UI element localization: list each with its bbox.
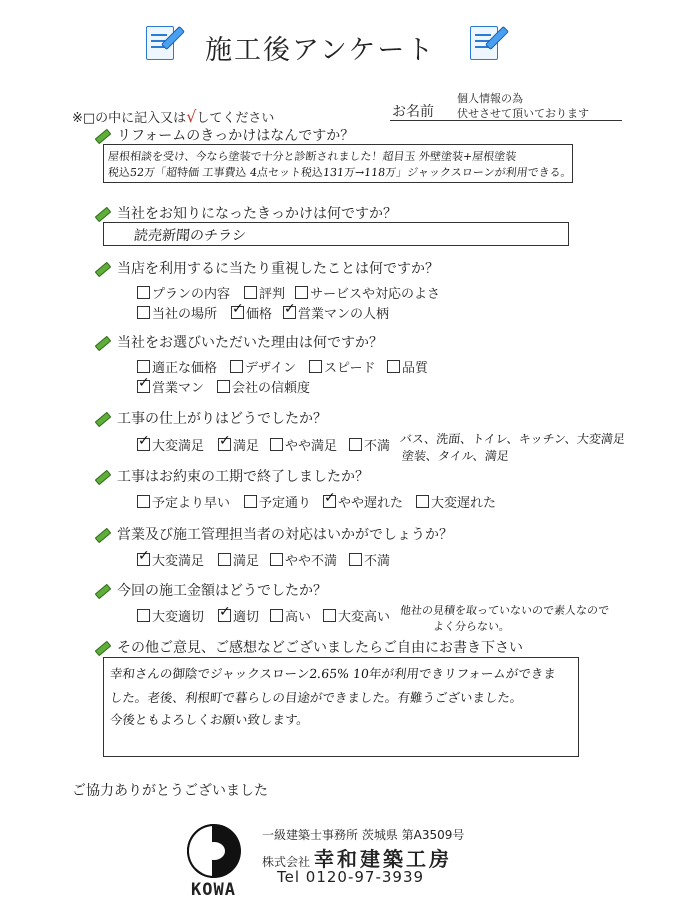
q4-option-quality[interactable]: 品質 bbox=[387, 357, 428, 376]
q8-option-appropriate[interactable]: ✓ 適切 bbox=[218, 606, 259, 625]
q7-option-satisfied[interactable]: 満足 bbox=[218, 550, 259, 569]
q6-option-slightly-late[interactable]: ✓ やや遅れた bbox=[323, 492, 403, 511]
thanks-text: ご協力ありがとうございました bbox=[72, 783, 268, 799]
q8-comment-line2: よく分らない。 bbox=[432, 620, 511, 633]
name-underline bbox=[390, 120, 622, 121]
architect-registration: 一級建築士事務所 茨城県 第A3509号 bbox=[262, 828, 465, 842]
question-6: 工事はお約束の工期で終了しましたか？ bbox=[95, 466, 369, 486]
answer-1-line1: 屋根相談を受け、今なら塗装で十分と診断されました！超目玉 外壁塗装+屋根塗装 bbox=[107, 150, 517, 163]
q4-option-fair-price[interactable]: 適正な価格 bbox=[137, 357, 217, 376]
name-label: お名前 bbox=[392, 104, 434, 120]
question-5: 工事の仕上がりはどうでしたか？ bbox=[95, 408, 327, 428]
red-check-mark: √ bbox=[186, 107, 197, 126]
free-comment-line2: した。老後、利根町で暮らしの目途ができました。有難うございました。 bbox=[109, 690, 524, 705]
free-comment-line3: 今後ともよろしくお願い致します。 bbox=[109, 712, 310, 727]
answer-1-line2: 税込52万「超特価 工事費込 4点セット税込131万→118万」ジャックスローンが利用できる。 bbox=[107, 166, 573, 179]
q4-option-salesperson[interactable]: ✓営業マン bbox=[137, 377, 204, 396]
answer-2: 読売新聞のチラシ bbox=[133, 228, 247, 244]
q3-option-plan[interactable]: プランの内容 bbox=[137, 283, 230, 302]
question-8: 今回の施工金額はどうでしたか？ bbox=[95, 580, 327, 600]
pen-icon bbox=[95, 261, 112, 277]
question-9: その他ご意見、ご感想などございましたらご自由にお書き下さい bbox=[95, 637, 523, 657]
name-value: 個人情報の為 伏せさせて頂いております bbox=[457, 92, 589, 120]
question-1: リフォームのきっかけはなんですか？ bbox=[95, 125, 354, 145]
question-3: 当店を利用するに当たり重視したことは何ですか？ bbox=[95, 258, 439, 278]
pen-icon bbox=[95, 583, 112, 599]
pen-icon bbox=[95, 469, 112, 485]
pen-icon bbox=[95, 527, 112, 543]
q3-option-salesperson[interactable]: ✓ 営業マンの人柄 bbox=[283, 303, 389, 322]
q5-comment-line1: バス、洗面、トイレ、キッチン、大変満足 bbox=[399, 432, 626, 446]
q5-option-dissatisfied[interactable]: 不満 bbox=[349, 435, 390, 454]
instruction-text: ※□の中に記入又は√してください bbox=[72, 107, 275, 126]
q3-option-location[interactable]: 当社の場所 bbox=[137, 303, 217, 322]
question-4: 当社をお選びいただいた理由は何ですか？ bbox=[95, 332, 383, 352]
q7-option-somewhat-dissatisfied[interactable]: やや不満 bbox=[270, 550, 337, 569]
q3-option-price[interactable]: ✓ 価格 bbox=[231, 303, 272, 322]
pen-icon bbox=[95, 206, 112, 222]
answer-box-2[interactable] bbox=[103, 222, 569, 246]
q8-option-very-appropriate[interactable]: 大変適切 bbox=[137, 606, 204, 625]
q7-option-very-satisfied[interactable]: ✓大変満足 bbox=[137, 550, 204, 569]
free-comment-box[interactable] bbox=[103, 657, 579, 757]
logo-text: KOWA bbox=[191, 880, 236, 900]
q4-option-trust[interactable]: 会社の信頼度 bbox=[217, 377, 310, 396]
q4-option-speed[interactable]: スピード bbox=[309, 357, 375, 376]
pen-icon bbox=[95, 640, 112, 656]
free-comment-line1: 幸和さんの御陰でジャックスローン2.65% 10年が利用できリフォームができま bbox=[109, 666, 557, 681]
q8-comment-line1: 他社の見積を取っていないので素人なので bbox=[399, 604, 610, 617]
q8-option-very-expensive[interactable]: 大変高い bbox=[323, 606, 390, 625]
question-2: 当社をお知りになったきっかけは何ですか？ bbox=[95, 203, 397, 223]
pen-icon bbox=[95, 128, 112, 144]
page-title: 施工後アンケート bbox=[205, 35, 436, 66]
q8-option-expensive[interactable]: 高い bbox=[270, 606, 311, 625]
company-tel: Tel 0120-97-3939 bbox=[277, 868, 425, 886]
q6-option-on-schedule[interactable]: 予定通り bbox=[244, 492, 311, 511]
question-7: 営業及び施工管理担当者の対応はいかがでしょうか？ bbox=[95, 524, 453, 544]
pen-icon bbox=[95, 411, 112, 427]
q3-option-service[interactable]: サービスや対応のよさ bbox=[295, 283, 440, 302]
q6-option-very-late[interactable]: 大変遅れた bbox=[416, 492, 496, 511]
company-logo bbox=[187, 824, 241, 878]
q5-option-very-satisfied[interactable]: ✓大変満足 bbox=[137, 435, 204, 454]
q5-option-somewhat-satisfied[interactable]: やや満足 bbox=[270, 435, 337, 454]
answer-box-1[interactable] bbox=[103, 144, 573, 183]
company-name: 株式会社 幸和建築工房 bbox=[262, 847, 453, 871]
note-pencil-icon bbox=[470, 22, 506, 60]
note-pencil-icon bbox=[146, 22, 182, 60]
q5-option-satisfied[interactable]: ✓ 満足 bbox=[218, 435, 259, 454]
q5-comment-line2: 塗装、タイル、満足 bbox=[401, 449, 510, 463]
pen-icon bbox=[95, 335, 112, 351]
q7-option-dissatisfied[interactable]: 不満 bbox=[349, 550, 390, 569]
q3-option-reputation[interactable]: 評判 bbox=[244, 283, 285, 302]
q6-option-early[interactable]: 予定より早い bbox=[137, 492, 230, 511]
q4-option-design[interactable]: デザイン bbox=[230, 357, 296, 376]
